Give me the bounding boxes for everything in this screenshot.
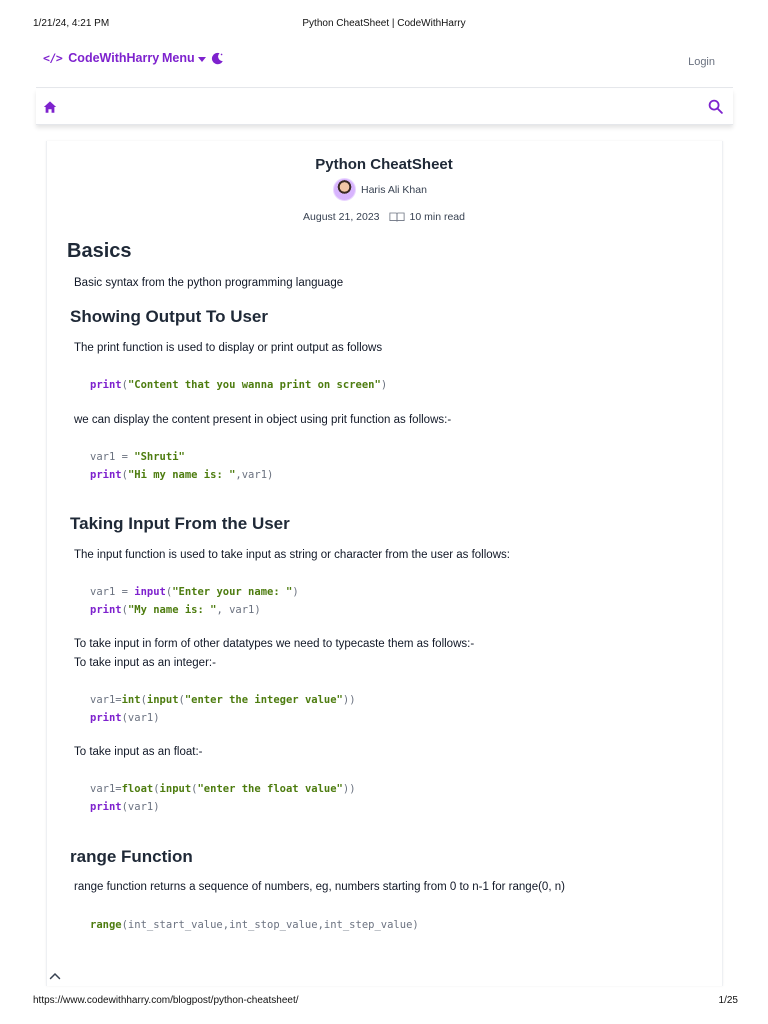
range-description: range function returns a sequence of numbers, eg, numbers starting from 0 to n-1 for range(0, n)	[74, 881, 565, 893]
float-description: To take input as an float:-	[74, 746, 203, 758]
avatar	[333, 178, 356, 201]
input-heading: Taking Input From the User	[70, 514, 290, 533]
code-paren: (	[121, 604, 128, 616]
code-paren: (	[191, 783, 198, 795]
code-string: "enter the float value"	[197, 783, 343, 795]
code-string: "Shruti"	[134, 451, 185, 463]
code-block-int	[90, 691, 356, 727]
print-datetime: 1/21/24, 4:21 PM	[33, 18, 110, 29]
scroll-to-top-button[interactable]	[36, 965, 74, 987]
code-paren: (	[121, 379, 128, 391]
print-url: https://www.codewithharry.com/blogpost/python-cheatsheet/	[33, 995, 299, 1006]
output-heading: Showing Output To User	[70, 307, 268, 326]
code-block-range	[90, 916, 419, 934]
login-link[interactable]: Login	[688, 56, 715, 68]
code-fn: input	[146, 694, 179, 706]
output-description: The print function is used to display or print output as follows	[74, 342, 383, 354]
code-string: "enter the integer value"	[184, 694, 343, 706]
top-navbar	[36, 44, 733, 88]
code-args: (var1)	[121, 712, 160, 724]
range-heading: range Function	[70, 847, 193, 866]
code-paren: )	[380, 379, 388, 391]
code-fn: print	[90, 604, 122, 616]
post-title: Python CheatSheet	[315, 156, 453, 173]
brand-name: CodeWithHarry	[68, 51, 160, 65]
code-fn: range	[90, 919, 122, 931]
print-header	[0, 18, 768, 32]
code-fn: print	[90, 712, 122, 724]
code-string: "My name is: "	[127, 604, 217, 616]
sub-navbar	[36, 89, 733, 125]
basics-heading: Basics	[67, 240, 132, 262]
code-paren: ))	[342, 783, 356, 795]
typecast-description: To take input in form of other datatypes we need to typecaste them as follows:-	[74, 638, 475, 650]
code-string: "Hi my name is: "	[127, 469, 236, 481]
post-meta	[0, 211, 768, 223]
brand-symbol: </>	[43, 51, 63, 65]
code-args: ,var1)	[235, 469, 274, 481]
book-icon	[389, 211, 405, 223]
print-footer	[0, 995, 768, 1009]
code-string: "Enter your name: "	[172, 586, 293, 598]
code-paren: )	[292, 586, 299, 598]
code-var: var1 =	[90, 451, 135, 463]
home-icon[interactable]	[43, 100, 57, 114]
menu-label: Menu	[162, 51, 195, 65]
code-block-object	[90, 448, 273, 484]
code-var: var1=	[90, 694, 122, 706]
search-icon[interactable]	[708, 99, 723, 114]
author-name: Haris Ali Khan	[361, 183, 427, 196]
print-page-number: 1/25	[718, 995, 738, 1006]
author-info[interactable]	[333, 178, 427, 201]
code-paren: (	[153, 783, 160, 795]
code-fn: input	[159, 783, 192, 795]
code-args: , var1)	[216, 604, 261, 616]
basics-description: Basic syntax from the python programming language	[74, 277, 344, 289]
post-date: August 21, 2023	[303, 211, 380, 223]
code-paren: (	[140, 694, 147, 706]
chevron-up-icon	[49, 972, 61, 980]
code-fn: print	[90, 379, 122, 391]
code-var: var1 =	[90, 586, 135, 598]
code-fn: int	[121, 694, 141, 706]
code-paren: ))	[342, 694, 356, 706]
code-string: "Content that you wanna print on screen"	[127, 379, 381, 391]
code-fn: float	[121, 783, 154, 795]
code-fn: print	[90, 801, 122, 813]
object-description: we can display the content present in object using prit function as follows:-	[74, 414, 452, 426]
code-block-float	[90, 780, 356, 816]
input-description: The input function is used to take input as string or character from the user as follows:	[74, 549, 510, 561]
code-block-print	[90, 376, 387, 394]
code-fn: print	[90, 469, 122, 481]
code-args: (var1)	[121, 801, 160, 813]
int-description: To take input as an integer:-	[74, 657, 216, 669]
code-paren: (	[165, 586, 173, 598]
code-paren: (	[178, 694, 185, 706]
code-var: var1=	[90, 783, 122, 795]
menu-button[interactable]	[162, 51, 206, 65]
code-block-input	[90, 583, 299, 619]
code-fn: input	[134, 586, 166, 598]
caret-down-icon	[198, 57, 206, 62]
code-paren: (	[121, 469, 128, 481]
code-args: (int_start_value,int_stop_value,int_step_value)	[121, 919, 419, 931]
brand-logo[interactable]	[43, 51, 159, 65]
print-doc-title: Python CheatSheet | CodeWithHarry	[302, 18, 466, 29]
moon-icon[interactable]	[211, 52, 224, 65]
read-time: 10 min read	[409, 211, 465, 223]
